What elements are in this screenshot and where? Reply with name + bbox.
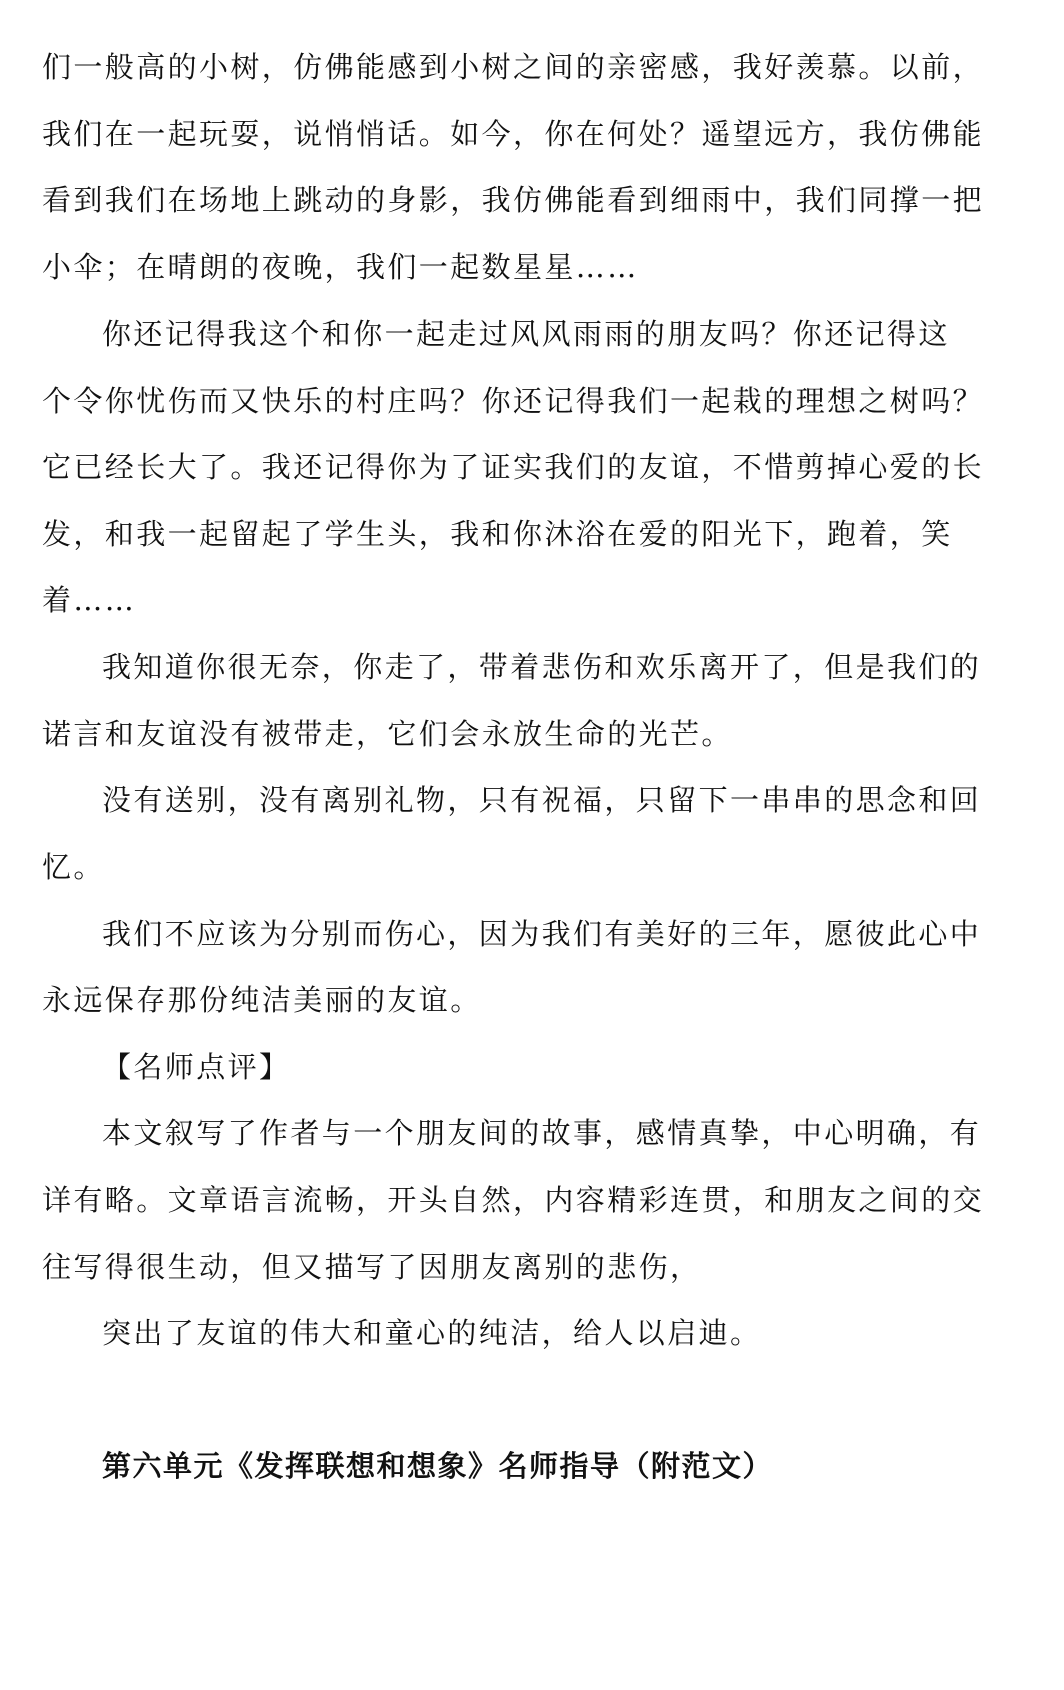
section-heading: 第六单元《发挥联想和想象》名师指导（附范文） bbox=[102, 1449, 774, 1483]
paragraph-start-line: 我们不应该为分别而伤心，因为我们有美好的三年，愿彼此心中 bbox=[102, 917, 982, 951]
comment-label: 【名师点评】 bbox=[102, 1050, 291, 1084]
text-line: 我们在一起玩耍，说悄悄话。如今，你在何处？遥望远方，我仿佛能 bbox=[42, 117, 985, 151]
text-line: 发，和我一起留起了学生头，我和你沐浴在爱的阳光下，跑着，笑 bbox=[42, 517, 953, 551]
paragraph-start-line: 本文叙写了作者与一个朋友间的故事，感情真挚，中心明确，有 bbox=[102, 1116, 982, 1150]
text-line: 它已经长大了。我还记得你为了证实我们的友谊，不惜剪掉心爱的长 bbox=[42, 450, 985, 484]
paragraph-start-line: 没有送别，没有离别礼物，只有祝福，只留下一串串的思念和回 bbox=[102, 783, 982, 817]
text-line: 们一般高的小树，仿佛能感到小树之间的亲密感，我好羡慕。以前， bbox=[42, 50, 985, 84]
text-line: 永远保存那份纯洁美丽的友谊。 bbox=[42, 983, 482, 1017]
paragraph-start-line: 我知道你很无奈，你走了，带着悲伤和欢乐离开了，但是我们的 bbox=[102, 650, 982, 684]
text-line: 小伞；在晴朗的夜晚，我们一起数星星…… bbox=[42, 250, 639, 284]
text-line: 往写得很生动，但又描写了因朋友离别的悲伤， bbox=[42, 1250, 702, 1284]
text-line: 忆。 bbox=[42, 850, 105, 884]
text-line: 诺言和友谊没有被带走，它们会永放生命的光芒。 bbox=[42, 717, 733, 751]
text-line: 详有略。文章语言流畅，开头自然，内容精彩连贯，和朋友之间的交 bbox=[42, 1183, 985, 1217]
paragraph-start-line: 你还记得我这个和你一起走过风风雨雨的朋友吗？你还记得这 bbox=[102, 317, 950, 351]
text-line: 着…… bbox=[42, 583, 137, 617]
text-line: 个令你忧伤而又快乐的村庄吗？你还记得我们一起栽的理想之树吗？ bbox=[42, 384, 985, 418]
paragraph-start-line: 突出了友谊的伟大和童心的纯洁，给人以启迪。 bbox=[102, 1316, 762, 1350]
text-line: 看到我们在场地上跳动的身影，我仿佛能看到细雨中，我们同撑一把 bbox=[42, 183, 985, 217]
